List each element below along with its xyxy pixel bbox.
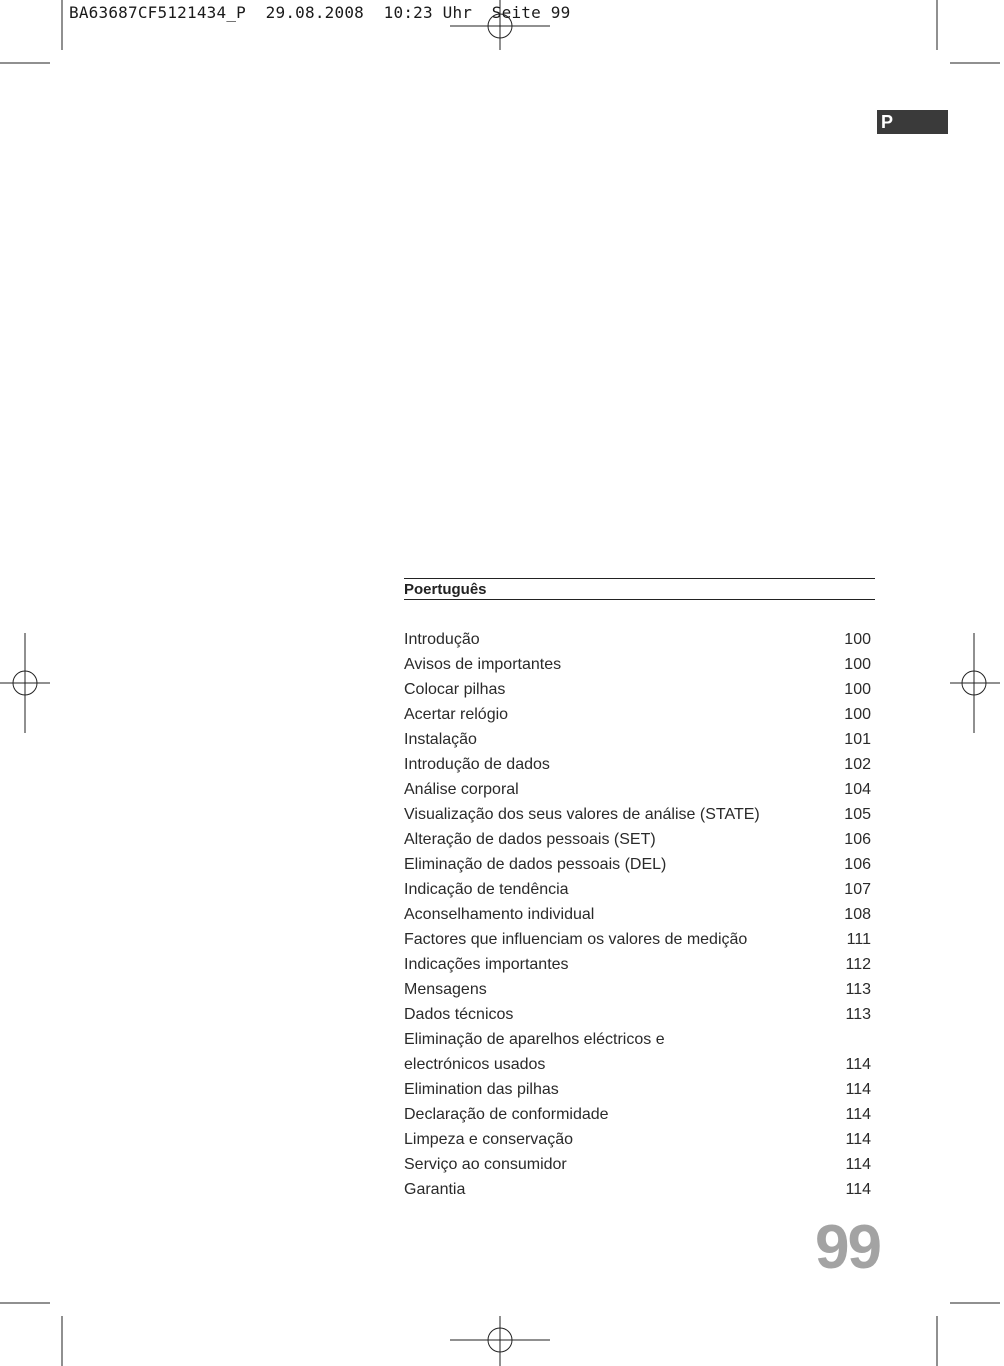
toc-entry[interactable] <box>404 877 871 902</box>
toc-entry[interactable] <box>404 652 871 677</box>
toc-entry-page: 100 <box>844 656 871 673</box>
toc-entry[interactable] <box>404 777 871 802</box>
toc-entry[interactable] <box>404 1027 871 1077</box>
toc-entry-page: 111 <box>846 931 871 948</box>
toc-entry-page: 106 <box>844 831 871 848</box>
toc-entry-label: Visualização dos seus valores de análise (STATE) <box>404 806 760 823</box>
toc-entry-page: 113 <box>845 981 871 998</box>
toc-entry[interactable] <box>404 1002 871 1027</box>
toc-entry[interactable] <box>404 902 871 927</box>
toc-entry-label: Aconselhamento individual <box>404 906 595 923</box>
toc-entry[interactable] <box>404 827 871 852</box>
toc-entry-label: Acertar relógio <box>404 706 509 723</box>
toc-entry[interactable] <box>404 677 871 702</box>
toc-entry[interactable] <box>404 1077 871 1102</box>
toc-entry-label: Instalação <box>404 731 477 748</box>
toc-entry-page: 106 <box>844 856 871 873</box>
toc-entry-label: Mensagens <box>404 981 487 998</box>
toc-entry-page: 114 <box>845 1081 871 1098</box>
toc-entry-page: 100 <box>844 681 871 698</box>
toc-title: Poertuguês <box>404 578 875 600</box>
print-header: BA63687CF5121434_P 29.08.2008 10:23 Uhr Seite 99 <box>69 3 571 22</box>
toc-entry[interactable] <box>404 977 871 1002</box>
table-of-contents <box>404 627 871 1202</box>
toc-entry-label: Colocar pilhas <box>404 681 506 698</box>
toc-entry-label: Análise corporal <box>404 781 519 798</box>
page-number: 99 <box>815 1213 880 1282</box>
toc-entry-label: Introdução de dados <box>404 756 550 773</box>
toc-entry-label: Garantia <box>404 1181 466 1198</box>
toc-entry[interactable] <box>404 952 871 977</box>
toc-entry-page: 114 <box>845 1181 871 1198</box>
toc-entry[interactable] <box>404 927 871 952</box>
toc-entry[interactable] <box>404 627 871 652</box>
toc-entry-page: 102 <box>844 756 871 773</box>
toc-entry-label: Serviço ao consumidor <box>404 1156 567 1173</box>
toc-entry-page: 100 <box>844 706 871 723</box>
toc-entry-page: 113 <box>845 1006 871 1023</box>
toc-entry[interactable] <box>404 802 871 827</box>
language-tab: P <box>877 110 948 134</box>
toc-entry-label: Avisos de importantes <box>404 656 562 673</box>
toc-entry[interactable] <box>404 1102 871 1127</box>
toc-entry-label: Factores que influenciam os valores de medição <box>404 931 748 948</box>
toc-entry[interactable] <box>404 1177 871 1202</box>
toc-entry[interactable] <box>404 702 871 727</box>
toc-entry-label: Limpeza e conservação <box>404 1131 573 1148</box>
toc-entry[interactable] <box>404 852 871 877</box>
toc-entry-page: 108 <box>844 906 871 923</box>
toc-entry[interactable] <box>404 1152 871 1177</box>
toc-entry-page: 105 <box>844 806 871 823</box>
toc-entry-page: 104 <box>844 781 871 798</box>
toc-entry-page: 114 <box>845 1131 871 1148</box>
toc-entry[interactable] <box>404 727 871 752</box>
toc-entry-page: 114 <box>845 1106 871 1123</box>
toc-entry-page: 100 <box>844 631 871 648</box>
toc-entry-label: Dados técnicos <box>404 1006 514 1023</box>
toc-entry-page: 114 <box>845 1156 871 1173</box>
toc-entry-label: Introdução <box>404 631 480 648</box>
toc-entry-label: Declaração de conformidade <box>404 1106 609 1123</box>
toc-entry-label: Eliminação de dados pessoais (DEL) <box>404 856 667 873</box>
toc-entry-page: 114 <box>845 1056 871 1073</box>
toc-entry-label: Indicação de tendência <box>404 881 569 898</box>
toc-entry-label: Alteração de dados pessoais (SET) <box>404 831 656 848</box>
toc-entry-page: 107 <box>844 881 871 898</box>
toc-entry[interactable] <box>404 752 871 777</box>
toc-entry-label: Indicações importantes <box>404 956 569 973</box>
toc-entry-page: 101 <box>844 731 871 748</box>
toc-entry-page: 112 <box>845 956 871 973</box>
toc-entry-label: Eliminação de aparelhos eléctricos e electrónicos usados <box>404 1031 665 1073</box>
toc-entry[interactable] <box>404 1127 871 1152</box>
toc-entry-label: Elimination das pilhas <box>404 1081 559 1098</box>
